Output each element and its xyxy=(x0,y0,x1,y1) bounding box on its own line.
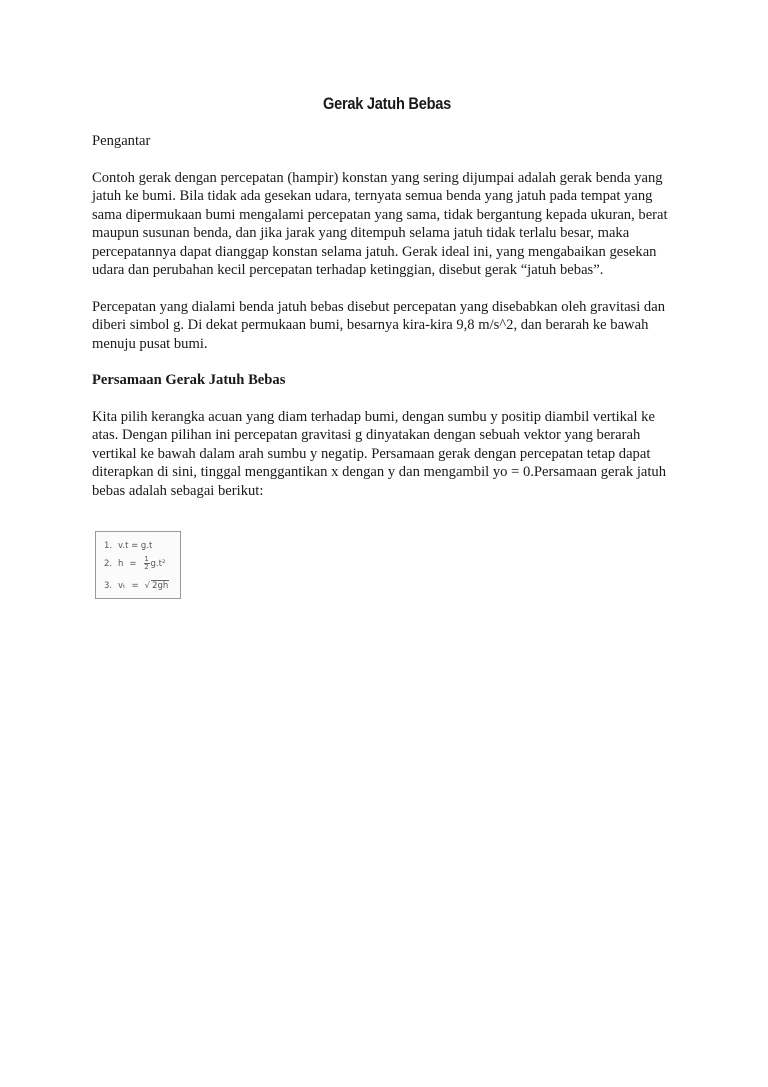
formula-2-rhs: g.t² xyxy=(150,558,166,569)
formula-3-number: 3. xyxy=(104,580,113,591)
formula-3-lhs: vₜ xyxy=(118,580,126,591)
section-heading: Persamaan Gerak Jatuh Bebas xyxy=(92,372,286,388)
formula-1-number: 1. xyxy=(104,541,113,551)
fraction-denominator: 2 xyxy=(144,563,149,571)
paragraph-2: Percepatan yang dialami benda jatuh bebas disebut percepatan yang disebabkan oleh gravitasi dan diberi simbol g. Di dekat permukaan bumi, besarnya kira-kira 9,8 m/s^2, dan berarah ke bawah menuju pusat bumi. xyxy=(92,298,665,352)
formula-2-fraction xyxy=(144,556,150,571)
formula-2-lhs: h xyxy=(118,558,124,569)
formula-1-text: v.t = g.t xyxy=(118,541,153,551)
page-title: Gerak Jatuh Bebas xyxy=(322,94,452,113)
intro-label: Pengantar xyxy=(92,133,151,149)
formula-2-number: 2. xyxy=(104,558,113,569)
paragraph-3: Kita pilih kerangka acuan yang diam terhadap bumi, dengan sumbu y positip diambil vertikal ke atas. Dengan pilihan ini percepatan gravitasi g dinyatakan dengan sebuah vektor yang berarah vertikal ke bawah dalam arah sumbu y negatip. Persamaan gerak dengan percepatan tetap dapat diterapkan di sini, tinggal menggantikan x dengan y dan mengambil yo = 0.Persamaan gerak jatuh bebas adalah sebagai berikut: xyxy=(92,408,666,499)
formula-3 xyxy=(104,580,169,591)
sqrt-icon: √ xyxy=(144,580,151,591)
formula-image xyxy=(95,531,181,599)
formula-2 xyxy=(104,556,165,571)
formula-3-radicand: 2gh xyxy=(152,581,169,591)
document-page xyxy=(92,94,682,518)
paragraph-1: Contoh gerak dengan percepatan (hampir) konstan yang sering dijumpai adalah gerak benda yang jatuh ke bumi. Bila tidak ada gesekan udara, ternyata semua benda yang jatuh pada tempat yang sama dipermukaan bumi mengalami percepatan yang sama, tidak bergantung kepada ukuran, berat maupun susunan benda, dan jika jarak yang ditempuh selama jatuh tidak terlalu besar, maka percepatannya dapat dianggap konstan selama jatuh. Gerak ideal ini, yang mengabaikan gesekan udara dan perubahan kecil percepatan terhadap ketinggian, disebut gerak “jatuh bebas”. xyxy=(92,169,668,278)
fraction-numerator: 1 xyxy=(144,555,149,563)
formula-3-equals: = xyxy=(131,580,139,591)
formula-2-equals: = xyxy=(129,558,137,569)
formula-1 xyxy=(104,541,152,551)
